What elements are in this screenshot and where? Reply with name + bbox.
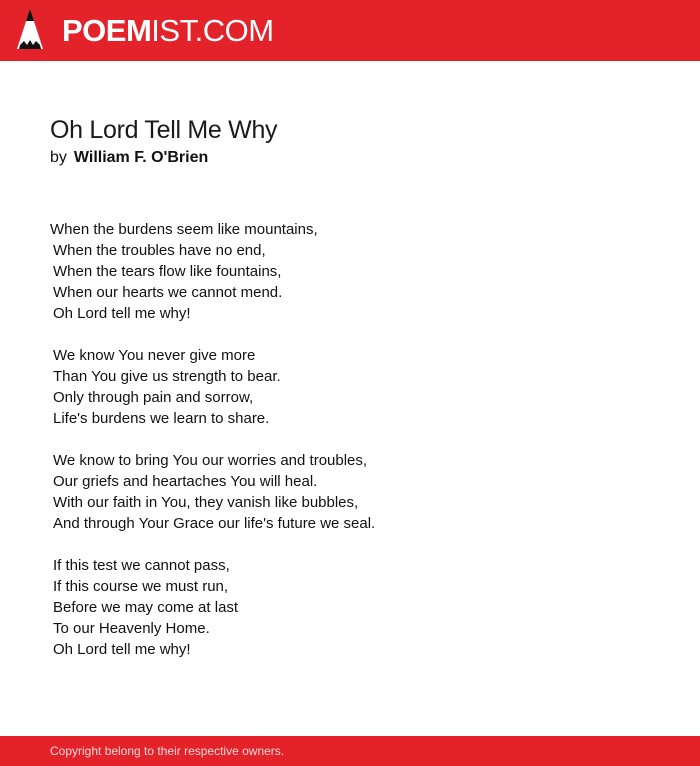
poem-line: Life's burdens we learn to share. <box>53 410 270 427</box>
byline <box>50 149 208 167</box>
site-footer <box>0 736 700 766</box>
poem-line: When the troubles have no end, <box>53 242 266 259</box>
poem-line: Only through pain and sorrow, <box>53 389 254 406</box>
poem-line: When the tears flow like fountains, <box>53 263 282 280</box>
poem-line: We know You never give more <box>53 347 256 364</box>
copyright-text: Copyright belong to their respective owners. <box>50 744 285 758</box>
site-logo-text[interactable] <box>62 11 274 51</box>
poem-line: If this test we cannot pass, <box>53 557 230 574</box>
site-header <box>0 0 700 61</box>
poem-line: To our Heavenly Home. <box>53 620 210 637</box>
poem-title: Oh Lord Tell Me Why <box>50 116 278 144</box>
poem-line: When our hearts we cannot mend. <box>53 284 283 301</box>
poem-line: With our faith in You, they vanish like bubbles, <box>53 494 359 511</box>
pencil-logo-icon[interactable] <box>17 9 43 52</box>
stanza <box>50 345 650 429</box>
poem-line: When the burdens seem like mountains, <box>50 221 318 238</box>
poem-line: Oh Lord tell me why! <box>53 641 191 658</box>
brand-strong: POEM <box>62 13 152 48</box>
poem-line: We know to bring You our worries and troubles, <box>53 452 368 469</box>
poem-body <box>50 219 650 681</box>
author-name: William F. O'Brien <box>73 149 209 166</box>
poem-line: Before we may come at last <box>53 599 239 616</box>
stanza <box>50 450 650 534</box>
stanza <box>50 219 650 324</box>
stanza <box>50 555 650 660</box>
poem-line: Than You give us strength to bear. <box>53 368 281 385</box>
by-label: by <box>50 149 67 166</box>
poem-line: Oh Lord tell me why! <box>53 305 191 322</box>
poem-line: If this course we must run, <box>53 578 229 595</box>
poem-line: And through Your Grace our life's future we seal. <box>53 515 376 532</box>
brand-light: IST.COM <box>151 13 274 48</box>
poem-line: Our griefs and heartaches You will heal. <box>53 473 318 490</box>
